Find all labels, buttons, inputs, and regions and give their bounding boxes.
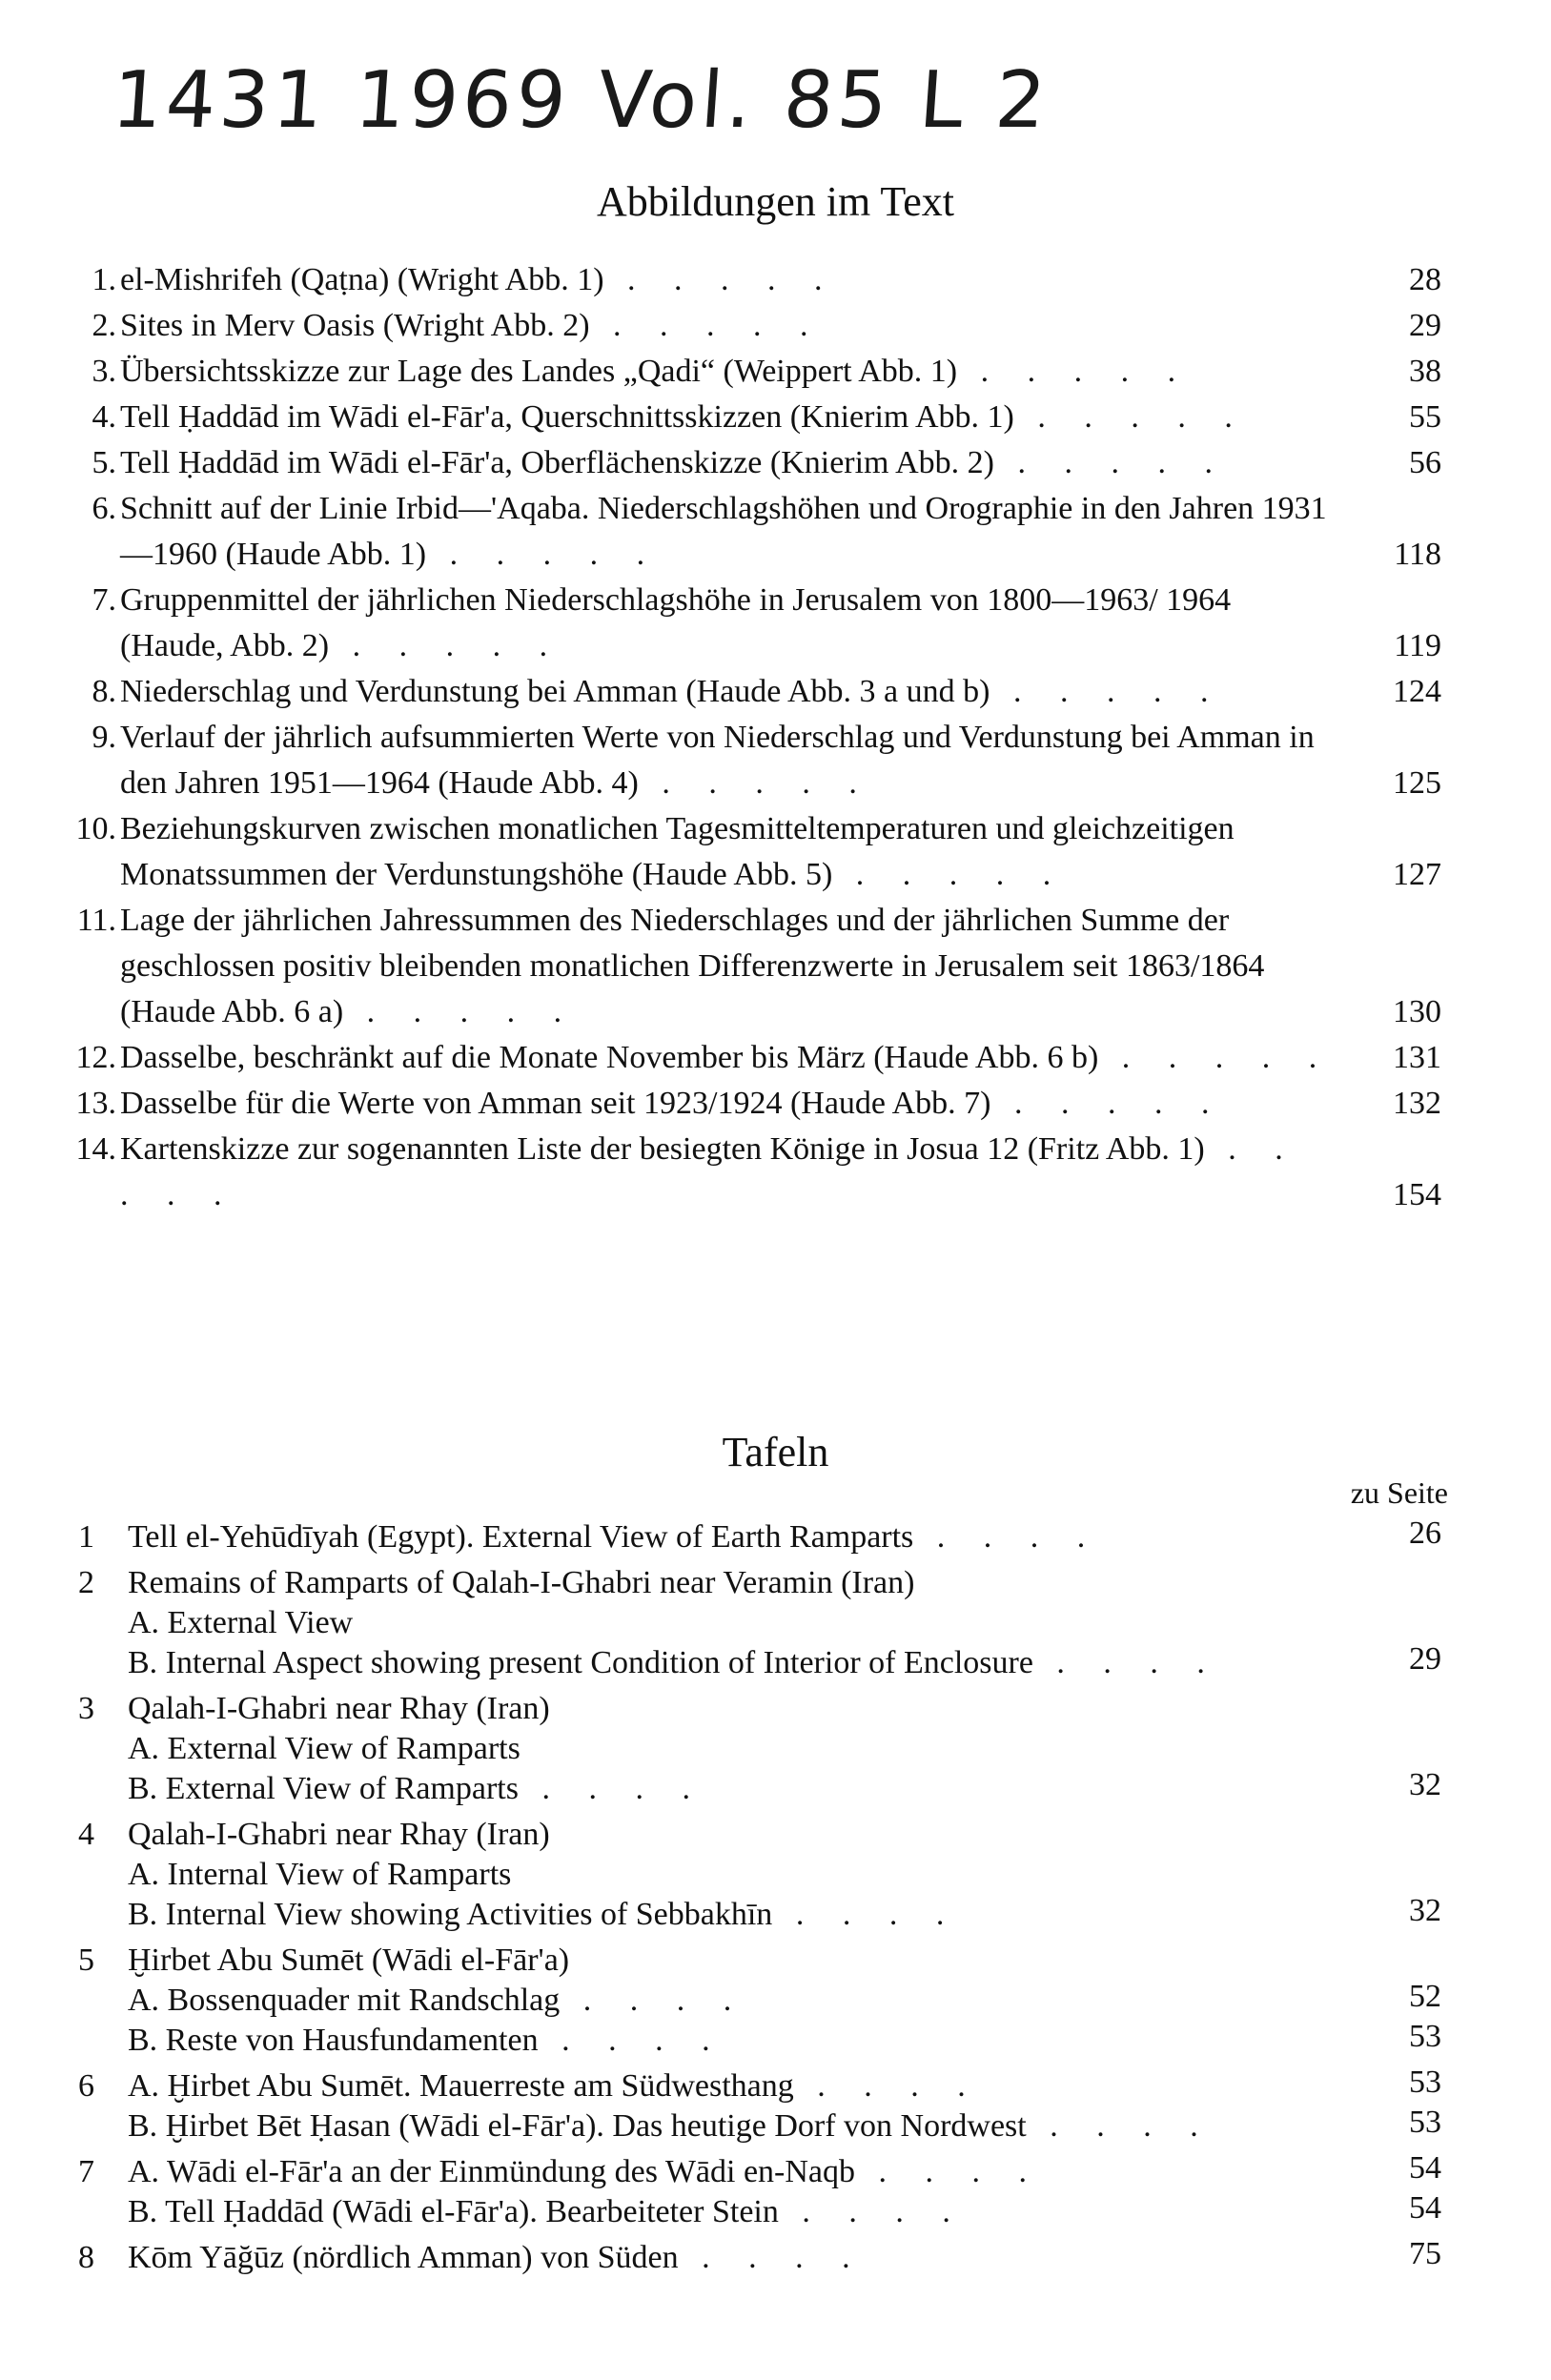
figure-caption-text: Sites in Merv Oasis (Wright Abb. 2) [120, 308, 590, 343]
figure-caption [118, 1127, 1337, 1218]
plate-caption: B. Reste von Hausfundamenten [128, 2023, 539, 2058]
handwritten-catalog-note: 1431 1969 Vol. 85 L 2 [109, 55, 1052, 146]
figure-entry [69, 898, 1441, 1035]
plate-page: 52 [1409, 1979, 1441, 2014]
figure-entry [69, 806, 1441, 898]
plate-page: 54 [1409, 2150, 1441, 2186]
plate-entry [69, 1941, 1441, 2061]
figure-entry [69, 1081, 1441, 1127]
plate-line [128, 1641, 1441, 1683]
plate-caption: Remains of Ramparts of Qalah-I-Ghabri near Veramin (Iran) [128, 1565, 915, 1600]
figure-number: 4. [92, 399, 116, 435]
figure-page: 154 [1393, 1177, 1441, 1212]
plate-number: 5 [78, 1943, 94, 1978]
plate-caption: B. Ḫirbet Bēt Ḥasan (Wādi el-Fār'a). Das heutige Dorf von Nordwest [128, 2108, 1027, 2144]
leader-dots: . . . . [793, 2068, 981, 2104]
plate-number: 4 [78, 1817, 94, 1852]
plate-entry [69, 2152, 1441, 2232]
figure-entry [69, 395, 1441, 440]
plate-page: 29 [1409, 1641, 1441, 1677]
figure-number: 3. [92, 354, 116, 389]
plate-caption: A. Ḫirbet Abu Sumēt. Mauerreste am Südwesthang [128, 2068, 794, 2104]
leader-dots: . . . . [855, 2154, 1043, 2189]
plate-line [128, 1767, 1441, 1809]
plate-page: 26 [1409, 1515, 1441, 1551]
plate-caption: A. Bossenquader mit Randschlag [128, 1983, 561, 2018]
figure-caption [118, 349, 1337, 395]
plate-caption: B. Internal Aspect showing present Condition of Interior of Enclosure [128, 1645, 1033, 1680]
leader-dots: . . . . . [1013, 399, 1248, 435]
figure-number: 11. [76, 903, 116, 938]
plate-entry [69, 2066, 1441, 2146]
figure-page: 127 [1393, 857, 1441, 892]
figure-page: 56 [1409, 445, 1441, 480]
figure-entry [69, 578, 1441, 669]
leader-dots: . . . . [678, 2240, 866, 2275]
plate-page: 53 [1409, 2105, 1441, 2140]
plate-number: 3 [78, 1691, 94, 1726]
figure-entry [69, 486, 1441, 578]
plate-line [128, 1893, 1441, 1935]
plate-page: 32 [1409, 1893, 1441, 1928]
figure-page: 55 [1409, 399, 1441, 435]
plate-line [128, 2236, 1441, 2278]
figure-page: 132 [1393, 1086, 1441, 1121]
figure-caption-text: Kartenskizze zur sogenannten Liste der besiegten Könige in Josua 12 (Fritz Abb. 1) [120, 1131, 1205, 1167]
plate-number: 2 [78, 1565, 94, 1600]
figure-entry [69, 257, 1441, 303]
plate-caption: Ḫirbet Abu Sumēt (Wādi el-Fār'a) [128, 1943, 570, 1978]
leader-dots: . . . . . [329, 628, 563, 663]
leader-dots: . . . . . [832, 857, 1067, 892]
plate-line [128, 1815, 1337, 1855]
plate-entry [69, 1517, 1441, 1557]
plate-caption: A. External View of Ramparts [128, 1731, 520, 1766]
figure-caption [118, 1035, 1337, 1081]
figure-entry [69, 715, 1441, 806]
figure-caption-text: Übersichtsskizze zur Lage des Landes „Qadi“ (Weippert Abb. 1) [120, 354, 958, 389]
figure-caption-text: Schnitt auf der Linie Irbid—'Aqaba. Niederschlagshöhen und Orographie in den Jahren 1931—1960 (Haude Abb. 1) [120, 491, 1327, 572]
figure-page: 131 [1393, 1040, 1441, 1075]
figure-page: 118 [1394, 537, 1441, 572]
figure-caption-text: Niederschlag und Verdunstung bei Amman (Haude Abb. 3 a und b) [120, 674, 990, 709]
leader-dots: . . . . . [990, 674, 1224, 709]
plate-line [128, 1979, 1441, 2021]
figure-number: 13. [75, 1086, 116, 1121]
leader-dots: . . . . . [589, 308, 824, 343]
plate-caption: A. Internal View of Ramparts [128, 1857, 512, 1892]
leader-dots: . . . . [772, 1897, 960, 1932]
figure-caption [118, 440, 1337, 486]
plate-line [128, 2065, 1441, 2106]
plate-line [128, 2150, 1441, 2192]
figure-number: 5. [92, 445, 116, 480]
figure-caption-text: Tell Ḥaddād im Wādi el-Fār'a, Oberflächenskizze (Knierim Abb. 2) [120, 445, 995, 480]
plate-number: 8 [78, 2240, 94, 2275]
figure-number: 14. [75, 1131, 116, 1167]
figure-caption-text: Dasselbe für die Werte von Amman seit 1923/1924 (Haude Abb. 7) [120, 1086, 991, 1121]
figure-number: 12. [75, 1040, 116, 1075]
plate-number: 6 [78, 2068, 94, 2104]
figure-caption [118, 486, 1337, 578]
plate-caption: B. Internal View showing Activities of Sebbakhīn [128, 1897, 773, 1932]
figures-title: Abbildungen im Text [597, 178, 954, 225]
leader-dots: . . . . . [1098, 1040, 1333, 1075]
plate-caption: A. Wādi el-Fār'a an der Einmündung des Wādi en-Naqb [128, 2154, 856, 2189]
figure-entry [69, 669, 1441, 715]
plate-page: 75 [1409, 2236, 1441, 2271]
figure-caption [118, 578, 1337, 669]
plate-caption: B. Tell Ḥaddād (Wādi el-Fār'a). Bearbeiteter Stein [128, 2194, 779, 2229]
leader-dots: . . . . . [994, 445, 1229, 480]
plate-caption: Qalah-I-Ghabri near Rhay (Iran) [128, 1691, 550, 1726]
plate-caption: A. External View [128, 1605, 354, 1640]
figure-number: 6. [92, 491, 116, 526]
figure-entry [69, 440, 1441, 486]
figure-caption-text: Tell Ḥaddād im Wādi el-Fār'a, Querschnittsskizzen (Knierim Abb. 1) [120, 399, 1014, 435]
figures-list [69, 257, 1441, 1218]
plate-line [128, 1603, 1337, 1643]
figure-caption [118, 898, 1337, 1035]
plate-line [128, 1941, 1337, 1981]
leader-dots: . . . . . [343, 994, 578, 1029]
figure-page: 124 [1393, 674, 1441, 709]
plate-number: 1 [78, 1519, 94, 1555]
plate-entry [69, 1815, 1441, 1935]
plate-line [128, 2019, 1441, 2061]
figure-caption-text: Lage der jährlichen Jahressummen des Niederschlages und der jährlichen Summe der geschlossen positiv bleibenden monatlichen Differenzwerte in Jerusalem seit 1863/1864 (Haude Abb. 6 a) [120, 903, 1265, 1029]
leader-dots: . . . . [560, 1983, 747, 2018]
leader-dots: . . . . . [603, 262, 838, 297]
figure-entry [69, 303, 1441, 349]
figure-entry [69, 1127, 1441, 1218]
plate-caption: Tell el-Yehūdīyah (Egypt). External View of Earth Ramparts [128, 1519, 914, 1555]
plate-line [128, 1729, 1337, 1769]
figure-number: 10. [75, 811, 116, 846]
figure-number: 7. [92, 582, 116, 618]
figure-page: 38 [1409, 354, 1441, 389]
figure-caption-text: Gruppenmittel der jährlichen Niederschlagshöhe in Jerusalem von 1800—1963/ 1964 (Haude, Abb. 2) [120, 582, 1232, 663]
leader-dots: . . . . [778, 2194, 966, 2229]
figure-caption [118, 669, 1337, 715]
plate-page: 32 [1409, 1767, 1441, 1802]
figure-caption-text: Verlauf der jährlich aufsummierten Werte von Niederschlag und Verdunstung bei Amman in den Jahren 1951—1964 (Haude Abb. 4) [120, 720, 1315, 801]
leader-dots: . . . . . [120, 1131, 1298, 1212]
leader-dots: . . . . [1026, 2108, 1214, 2144]
plates-list [69, 1517, 1441, 2284]
plate-line [128, 2105, 1441, 2146]
figure-entry [69, 1035, 1441, 1081]
leader-dots: . . . . . [426, 537, 661, 572]
figure-caption-text: Dasselbe, beschränkt auf die Monate November bis März (Haude Abb. 6 b) [120, 1040, 1099, 1075]
leader-dots: . . . . . [638, 765, 872, 801]
plate-caption: B. External View of Ramparts [128, 1771, 519, 1806]
plate-line [128, 2190, 1441, 2232]
plate-line [128, 1855, 1337, 1895]
figure-number: 9. [92, 720, 116, 755]
figure-caption-text: Beziehungskurven zwischen monatlichen Tagesmitteltemperaturen und gleichzeitigen Monatssummen der Verdunstungshöhe (Haude Abb. 5) [120, 811, 1235, 892]
figure-caption-text: el-Mishrifeh (Qaṭna) (Wright Abb. 1) [120, 262, 604, 297]
plate-caption: Kōm Yāğūz (nördlich Amman) von Süden [128, 2240, 679, 2275]
plate-page: 53 [1409, 2019, 1441, 2054]
figure-page: 130 [1393, 994, 1441, 1029]
leader-dots: . . . . . [990, 1086, 1225, 1121]
plates-column-header: zu Seite [1350, 1475, 1448, 1510]
figure-page: 125 [1393, 765, 1441, 801]
figure-number: 8. [92, 674, 116, 709]
figure-page: 119 [1394, 628, 1441, 663]
plate-line [128, 1515, 1441, 1557]
leader-dots: . . . . . [957, 354, 1192, 389]
plate-page: 53 [1409, 2065, 1441, 2100]
plate-line [128, 1689, 1337, 1729]
figure-caption [118, 806, 1337, 898]
leader-dots: . . . . [518, 1771, 705, 1806]
plate-line [128, 1563, 1337, 1603]
plate-entry [69, 2238, 1441, 2278]
plate-entry [69, 1689, 1441, 1809]
plate-page: 54 [1409, 2190, 1441, 2226]
plate-caption: Qalah-I-Ghabri near Rhay (Iran) [128, 1817, 550, 1852]
leader-dots: . . . . [913, 1519, 1101, 1555]
figure-page: 28 [1409, 262, 1441, 297]
figure-entry [69, 349, 1441, 395]
figure-caption [118, 395, 1337, 440]
figure-caption [118, 257, 1337, 303]
figure-caption [118, 1081, 1337, 1127]
figure-number: 2. [92, 308, 116, 343]
figure-number: 1. [92, 262, 116, 297]
plate-entry [69, 1563, 1441, 1683]
figure-caption [118, 303, 1337, 349]
figure-page: 29 [1409, 308, 1441, 343]
figure-caption [118, 715, 1337, 806]
plate-number: 7 [78, 2154, 94, 2189]
leader-dots: . . . . [538, 2023, 725, 2058]
leader-dots: . . . . [1032, 1645, 1220, 1680]
plates-title: Tafeln [722, 1429, 829, 1475]
